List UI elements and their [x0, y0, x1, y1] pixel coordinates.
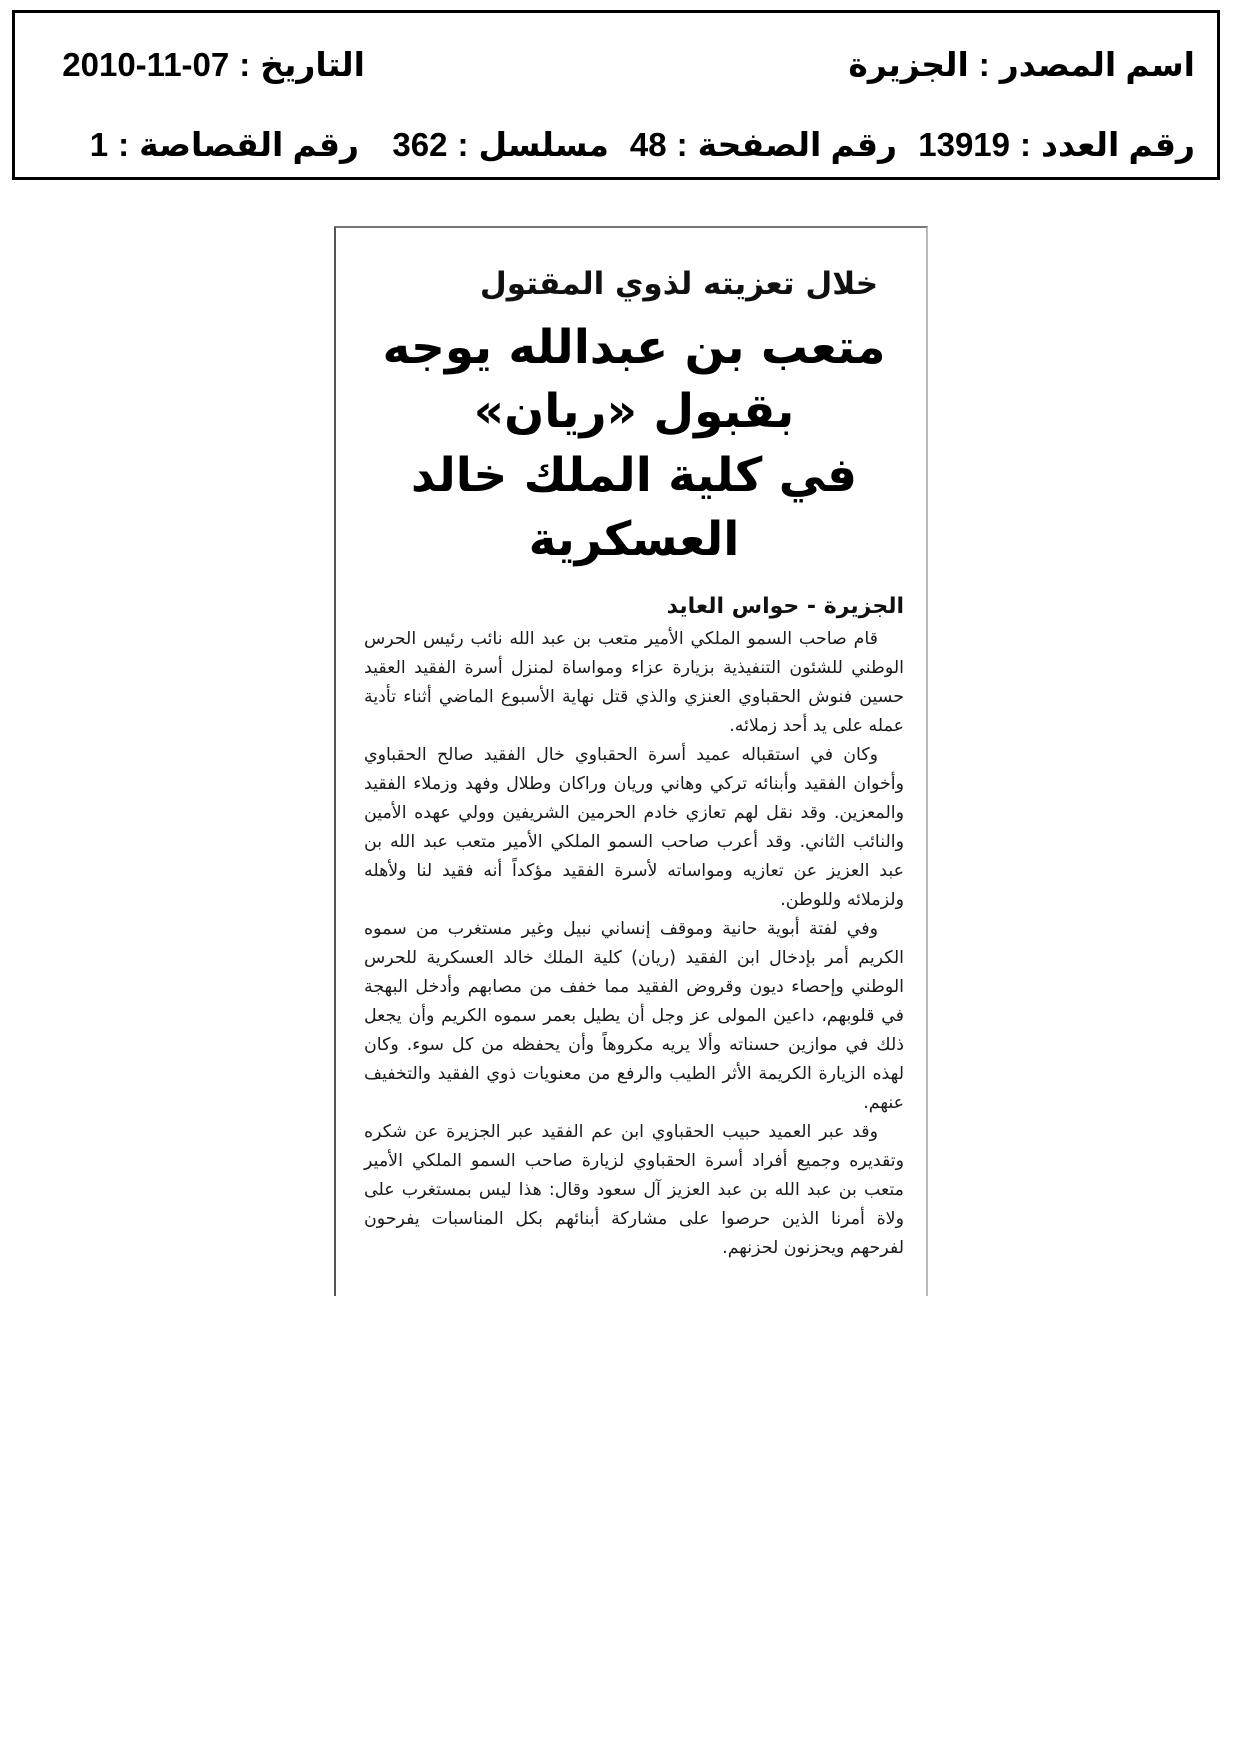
- article-headline: [364, 316, 904, 572]
- metadata-row-2: [15, 125, 1217, 175]
- serial-value: 362: [392, 126, 448, 163]
- headline-line-1: متعب بن عبدالله يوجه بقبول «ريان»: [382, 320, 886, 439]
- date-field: [62, 45, 365, 84]
- article-paragraph: وقد عبر العميد حبيب الحقباوي ابن عم الفقيد عبر الجزيرة عن شكره وتقديره وجميع أفراد أسرة الحقباوي لزيارة صاحب السمو الملكي الأمير متعب بن عبد الله بن عبد العزيز آل سعود وقال: هذا ليس بمستغرب على ولاة أمرنا الذين حرصوا على مشاركة أبنائهم بكل المناسبات يفرحون لفرحهم ويحزنون لحزنهم.: [364, 1122, 904, 1258]
- clipping-number-label: رقم القصاصة: [139, 126, 359, 163]
- page-separator: :: [676, 126, 688, 163]
- source-value: الجزيرة: [848, 46, 969, 83]
- clipping-metadata-box: [12, 10, 1220, 180]
- page-value: 48: [629, 126, 667, 163]
- article: [364, 228, 904, 1263]
- article-paragraph: قام صاحب السمو الملكي الأمير متعب بن عبد الله نائب رئيس الحرس الوطني للشئون التنفيذية بزيارة عزاء ومواساة لمنزل أسرة الفقيد العقيد حسين فنوش الحقباوي العنزي والذي قتل نهاية الأسبوع الماضي أثناء تأدية عمله على يد أحد زملائه.: [364, 629, 904, 736]
- headline-line-2: في كلية الملك خالد العسكرية: [410, 448, 858, 567]
- issue-field: [918, 125, 1195, 164]
- date-value: 2010-11-07: [62, 46, 230, 83]
- source-separator: :: [978, 46, 990, 83]
- metadata-row-1: [15, 45, 1217, 95]
- date-separator: :: [239, 46, 251, 83]
- page-field: [630, 125, 897, 164]
- issue-value: 13919: [918, 126, 1011, 163]
- issue-separator: :: [1020, 126, 1032, 163]
- clipping-number-field: [90, 125, 359, 164]
- issue-label: رقم العدد: [1041, 126, 1195, 163]
- newspaper-clipping: [334, 226, 928, 1296]
- serial-field: [392, 125, 609, 164]
- article-kicker: خلال تعزيته لذوي المقتول: [479, 266, 879, 302]
- serial-separator: :: [457, 126, 469, 163]
- article-paragraph: وكان في استقباله عميد أسرة الحقباوي خال الفقيد صالح الحقباوي وأخوان الفقيد وأبنائه تركي وهاني وريان وراكان وطلال وفهد وزملاء الفقيد والمعزين. وقد نقل لهم تعازي خادم الحرمين الشريفين وولي عهده الأمين والنائب الثاني. وقد أعرب صاحب السمو الملكي الأمير متعب عبد الله بن عبد العزيز عن تعازيه ومواساته لأسرة الفقيد مؤكداً أنه فقيد لنا ولأهله ولزملائه وللوطن.: [364, 745, 904, 910]
- page-label: رقم الصفحة: [697, 126, 897, 163]
- clipping-number-value: 1: [89, 126, 109, 163]
- clipping-number-separator: :: [118, 126, 130, 163]
- serial-label: مسلسل: [478, 126, 609, 163]
- source-field: [848, 45, 1195, 84]
- article-byline: الجزيرة - حواس العايد: [666, 594, 904, 619]
- date-label: التاريخ: [260, 46, 365, 83]
- article-body: [364, 625, 904, 1263]
- article-paragraph: وفي لفتة أبوية حانية وموقف إنساني نبيل وغير مستغرب من سموه الكريم أمر بإدخال ابن الفقيد (ريان) كلية الملك خالد العسكرية للحرس الوطني وإحصاء ديون وقروض الفقيد مما خفف من مصابهم وأدخل البهجة في قلوبهم، داعين المولى عز وجل أن يطيل بعمر سموه الكريم وأن يجعل ذلك في موازين حسناته وألا يريه مكروهاً وأن يحفظه من كل سوء. وكان لهذه الزيارة الكريمة الأثر الطيب والرفع من معنويات ذوي الفقيد والتخفيف عنهم.: [364, 919, 904, 1113]
- source-label: اسم المصدر: [999, 46, 1195, 83]
